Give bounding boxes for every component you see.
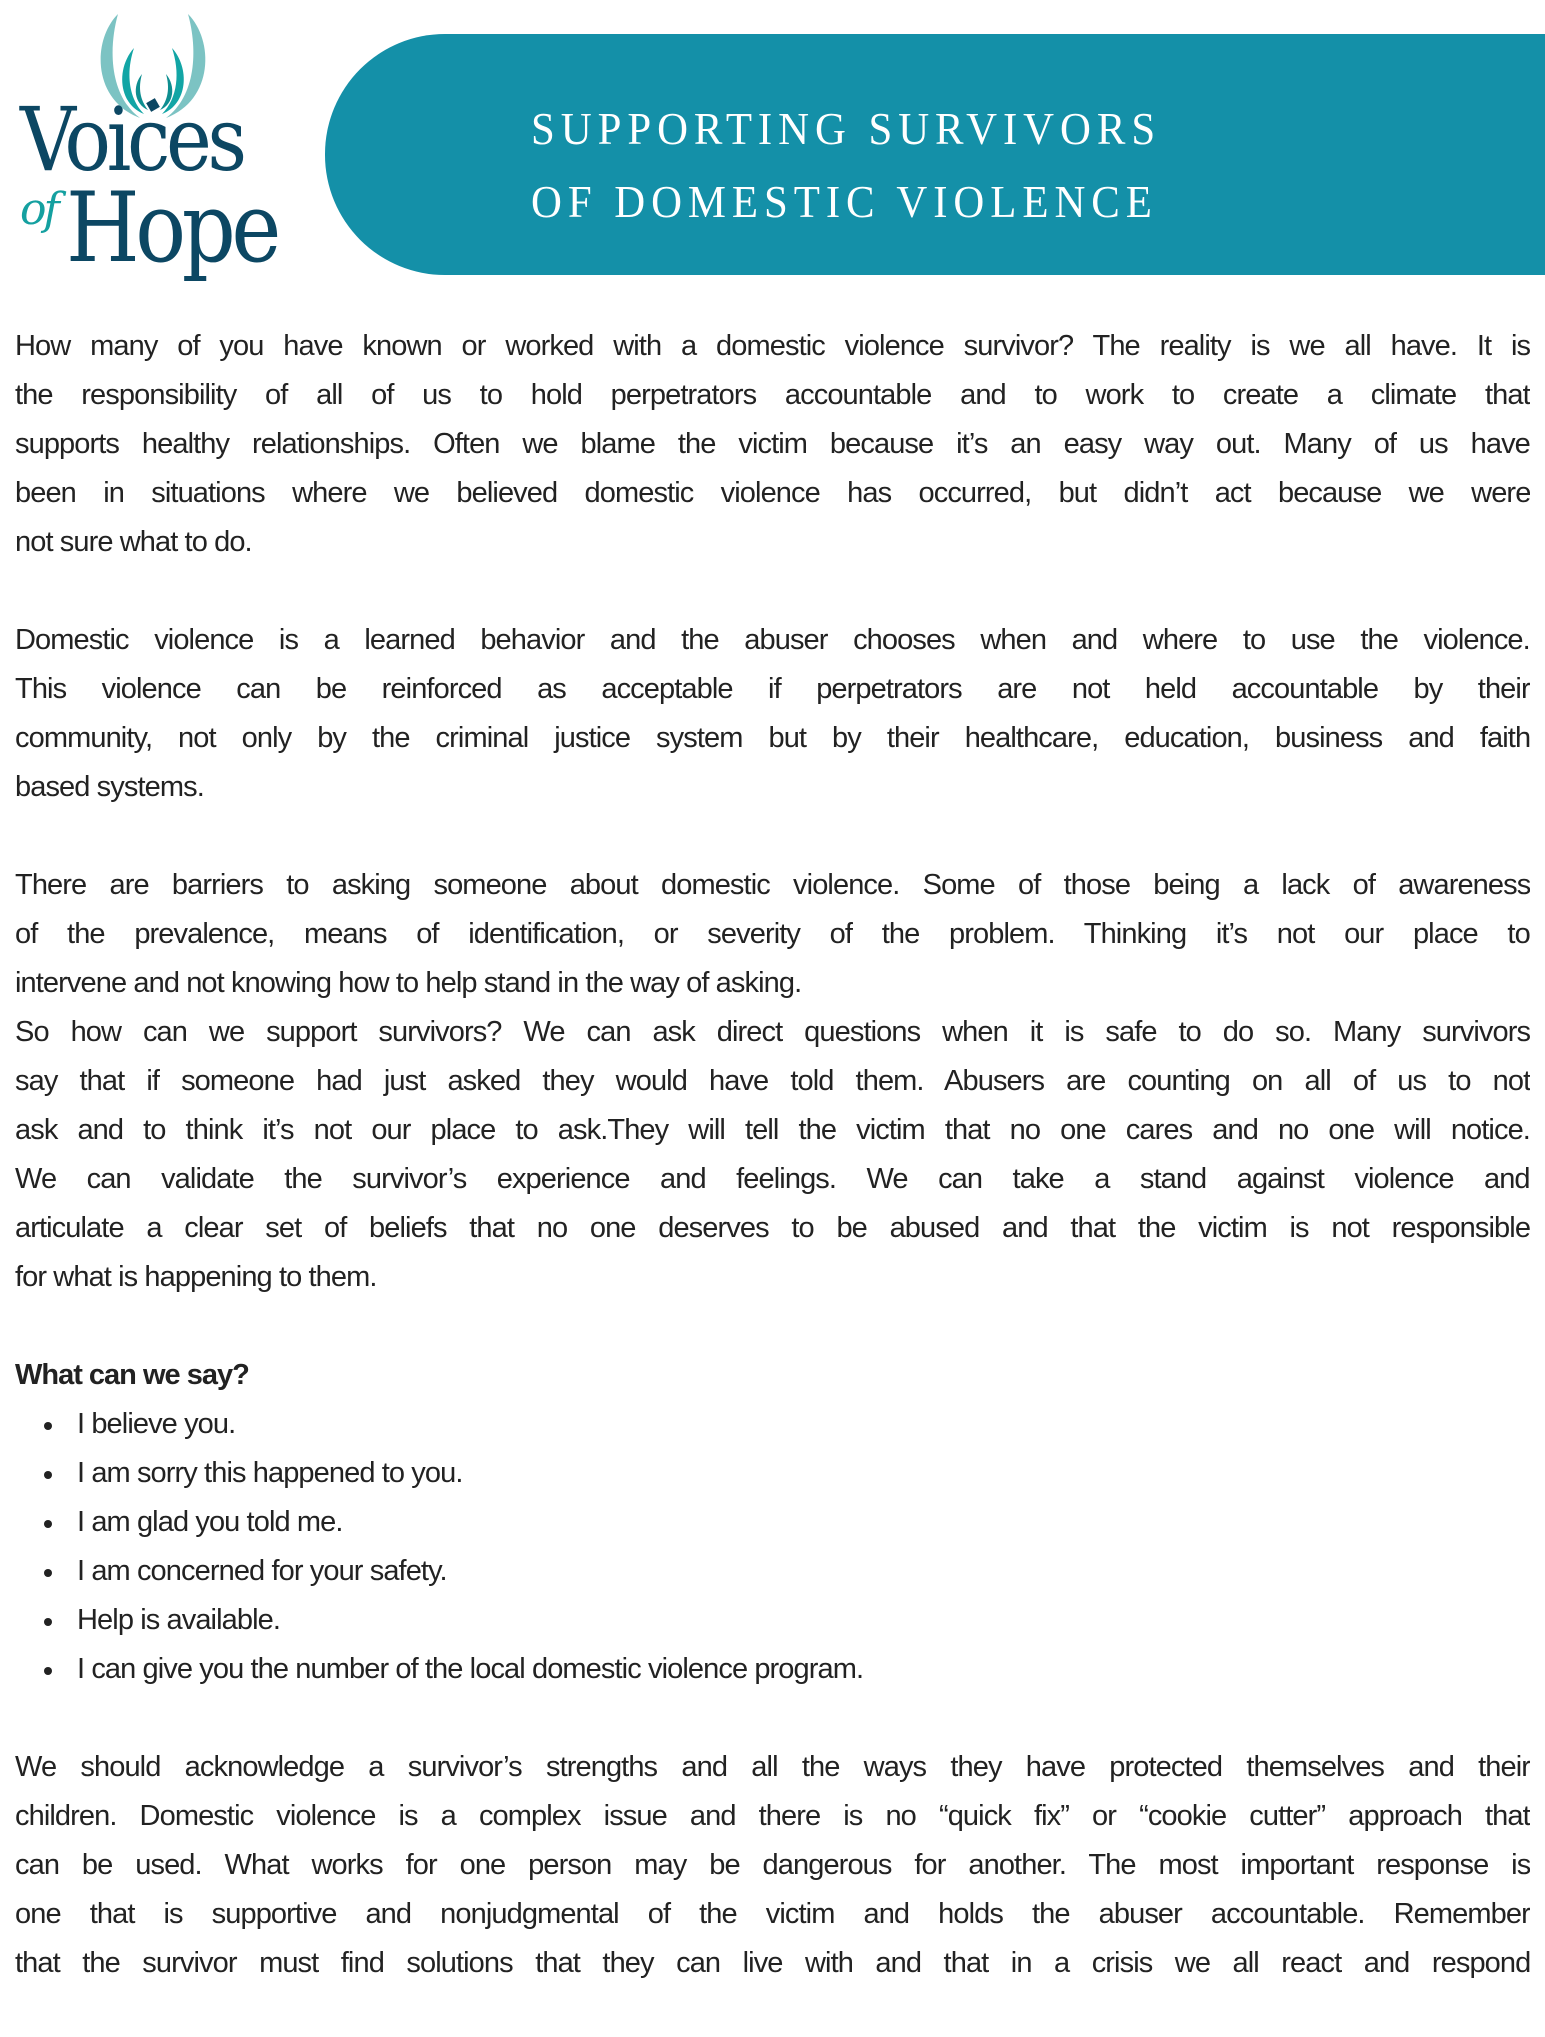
text-line: So how can we support survivors? We can ask direct questions when it is safe to do so. Many survivors: [15, 1016, 1530, 1048]
text-line: intervene and not knowing how to help stand in the way of asking.: [15, 967, 802, 999]
list-item: I am sorry this happened to you.: [15, 1449, 1530, 1498]
logo-of-text: of: [20, 184, 57, 235]
article-body: [15, 322, 1530, 2037]
bullet-icon: [44, 1471, 52, 1479]
text-line: community, not only by the criminal justice system but by their healthcare, education, business and faith: [15, 722, 1530, 754]
text-line: for what is happening to them.: [15, 1261, 377, 1293]
text-line: children. Domestic violence is a complex issue and there is no “quick fix” or “cookie cutter” approach that: [15, 1800, 1530, 1832]
text-line: of the prevalence, means of identification, or severity of the problem. Thinking it’s not our place to: [15, 918, 1530, 950]
logo-hope-text: Hope: [66, 172, 278, 284]
phrases-list: [15, 1400, 1530, 1694]
list-item: I am concerned for your safety.: [15, 1547, 1530, 1596]
text-line: can be used. What works for one person may be dangerous for another. The most important response is: [15, 1849, 1530, 1881]
section-heading-what-can-we-say: What can we say?: [15, 1359, 249, 1391]
text-line: We should acknowledge a survivor’s strengths and all the ways they have protected themselves and their: [15, 1751, 1530, 1783]
page-title-line-1: SUPPORTING SURVIVORS: [531, 103, 1162, 154]
logo-voices-text: Voices: [20, 88, 243, 191]
paragraph-closing: [15, 1743, 1530, 1988]
text-line: been in situations where we believed domestic violence has occurred, but didn’t act because we were: [15, 477, 1530, 509]
text-line: How many of you have known or worked with a domestic violence survivor? The reality is we all have. It is: [15, 330, 1530, 362]
text-line: Domestic violence is a learned behavior and the abuser chooses when and where to use the violence.: [15, 624, 1530, 656]
list-item: Help is available.: [15, 1596, 1530, 1645]
list-item: I believe you.: [15, 1400, 1530, 1449]
page-title-line-2: OF DOMESTIC VIOLENCE: [531, 176, 1158, 227]
bullet-icon: [44, 1667, 52, 1675]
bullet-icon: [44, 1422, 52, 1430]
paragraph-learned-behavior: [15, 616, 1530, 812]
paragraph-how-to-support: [15, 1008, 1530, 1302]
text-line: articulate a clear set of beliefs that no one deserves to be abused and that the victim is not responsible: [15, 1212, 1530, 1244]
text-line: ask and to think it’s not our place to ask.They will tell the victim that no one cares and no one will notice.: [15, 1114, 1530, 1146]
text-line: say that if someone had just asked they would have told them. Abusers are counting on all of us to not: [15, 1065, 1530, 1097]
text-line: based systems.: [15, 771, 204, 803]
bullet-icon: [44, 1618, 52, 1626]
text-line: one that is supportive and nonjudgmental of the victim and holds the abuser accountable. Remember: [15, 1898, 1530, 1930]
text-line: This violence can be reinforced as acceptable if perpetrators are not held accountable by their: [15, 673, 1530, 705]
text-line: There are barriers to asking someone about domestic violence. Some of those being a lack of awareness: [15, 869, 1530, 901]
text-line: that the survivor must find solutions that they can live with and that in a crisis we all react and respond: [15, 1947, 1530, 1979]
list-item: I can give you the number of the local domestic violence program.: [15, 1645, 1530, 1694]
text-line: the responsibility of all of us to hold perpetrators accountable and to work to create a climate that: [15, 379, 1530, 411]
bullet-icon: [44, 1569, 52, 1577]
paragraph-intro: [15, 322, 1530, 567]
list-item: I am glad you told me.: [15, 1498, 1530, 1547]
paragraph-barriers: [15, 861, 1530, 1008]
text-line: We can validate the survivor’s experience and feelings. We can take a stand against violence and: [15, 1163, 1530, 1195]
voices-of-hope-logo: [0, 0, 330, 300]
text-line: supports healthy relationships. Often we blame the victim because it’s an easy way out. Many of us have: [15, 428, 1530, 460]
title-banner: [325, 34, 1545, 275]
bullet-icon: [44, 1520, 52, 1528]
text-line: not sure what to do.: [15, 526, 252, 558]
page-title: [531, 92, 1161, 238]
